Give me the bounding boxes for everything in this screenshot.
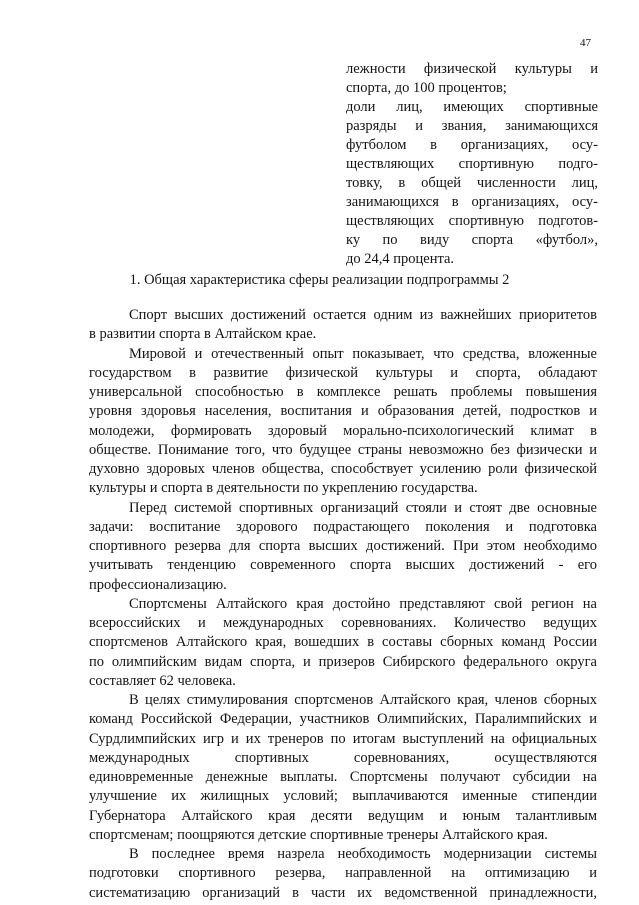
text-line: государством в развитие физической культуры и спорта, обладают	[89, 364, 597, 381]
text-line: спортсменам; поощряются детские спортивные тренеры Алтайского края.	[89, 826, 548, 843]
text-line: подготовки спортивного резерва, направленной на оптимизацию и	[89, 865, 597, 882]
text-line: в развитии спорта в Алтайском крае.	[89, 326, 317, 343]
text-line: В целях стимулирования спортсменов Алтайского края, членов сборных	[129, 692, 597, 708]
text-line: Спорт высших достижений остается одним из важнейших приоритетов	[129, 307, 597, 323]
text-line: международных спортивных соревнованиях, осуществляются	[89, 749, 597, 766]
body-text	[89, 306, 597, 903]
text-line: Губернатора Алтайского края десяти ведущим и юным талантливым	[89, 807, 597, 824]
text-line: Мировой и отечественный опыт показывает, что средства, вложенные	[129, 345, 597, 362]
indicator-line: до 24,4 процента.	[346, 251, 455, 267]
text-line: спортивного резерва для спорта высших достижений. При этом необходимо	[89, 538, 597, 554]
text-line: спортсменов Алтайского края, вошедших в составы сборных команд России	[89, 634, 597, 651]
text-line: универсальной способностью в комплексе решать проблемы повышения	[89, 384, 597, 400]
section-heading: 1. Общая характеристика сферы реализации подпрограммы 2	[129, 272, 510, 288]
text-line: обществе. Понимание того, что будущее страны невозможно без физически и	[89, 441, 597, 458]
indicator-line: лежности физической культуры и	[346, 61, 598, 77]
text-line: улучшение их жилищных условий; выплачиваются именные стипендии	[89, 788, 597, 805]
text-line: Перед системой спортивных организаций стояли и стоят две основные	[129, 499, 597, 516]
text-line: составляет 62 человека.	[89, 672, 236, 689]
text-line: уровня здоровья населения, воспитания и образования детей, подростков и	[89, 403, 597, 420]
text-line: команд Российской Федерации, участников Олимпийских, Паралимпийских и	[89, 711, 597, 728]
indicator-line: разряды и звания, занимающихся	[346, 118, 598, 134]
indicator-line: доли лиц, имеющих спортивные	[346, 99, 598, 115]
text-line: культуры и спорта в деятельности по укреплению государства.	[89, 480, 478, 497]
text-line: Сурдлимпийских игр и их тренеров по итогам выступлений на официальных	[89, 730, 597, 747]
indicator-line: ку по виду спорта «футбол»,	[346, 232, 598, 248]
text-line: профессионализацию.	[89, 576, 227, 593]
text-line: учитывать тенденцию современного спорта высших достижений - его	[89, 557, 597, 574]
text-line: единовременные денежные выплаты. Спортсмены получают субсидии на	[89, 769, 597, 785]
indicator-line: футболом в организациях, осу-	[346, 137, 598, 153]
text-line: систематизацию организаций в части их ведомственной принадлежности,	[89, 884, 597, 901]
indicator-line: ществляющих спортивную подго-	[346, 156, 598, 172]
text-line: всероссийских и международных соревнованиях. Количество ведущих	[89, 615, 597, 631]
indicator-line: спорта, до 100 процентов;	[346, 80, 507, 96]
text-line: задачи: воспитание здорового подрастающего поколения и подготовка	[89, 518, 597, 535]
text-line: Спортсмены Алтайского края достойно представляют свой регион на	[129, 595, 597, 612]
page-number: 47	[580, 37, 591, 49]
text-line: молодежи, формировать здоровый морально-психологический климат в	[89, 422, 597, 439]
text-line: по олимпийским видам спорта, и призеров Сибирского федерального округа	[89, 653, 597, 670]
target-indicators-column	[346, 60, 598, 269]
indicator-line: ществляющих спортивную подготов-	[346, 213, 598, 229]
text-line: В последнее время назрела необходимость модернизации системы	[129, 846, 597, 862]
indicator-line: занимающихся в организациях, осу-	[346, 194, 598, 210]
text-line: духовно здоровых членов общества, способствует усилению роли физической	[89, 461, 597, 477]
indicator-line: товку, в общей численности лиц,	[346, 175, 598, 191]
